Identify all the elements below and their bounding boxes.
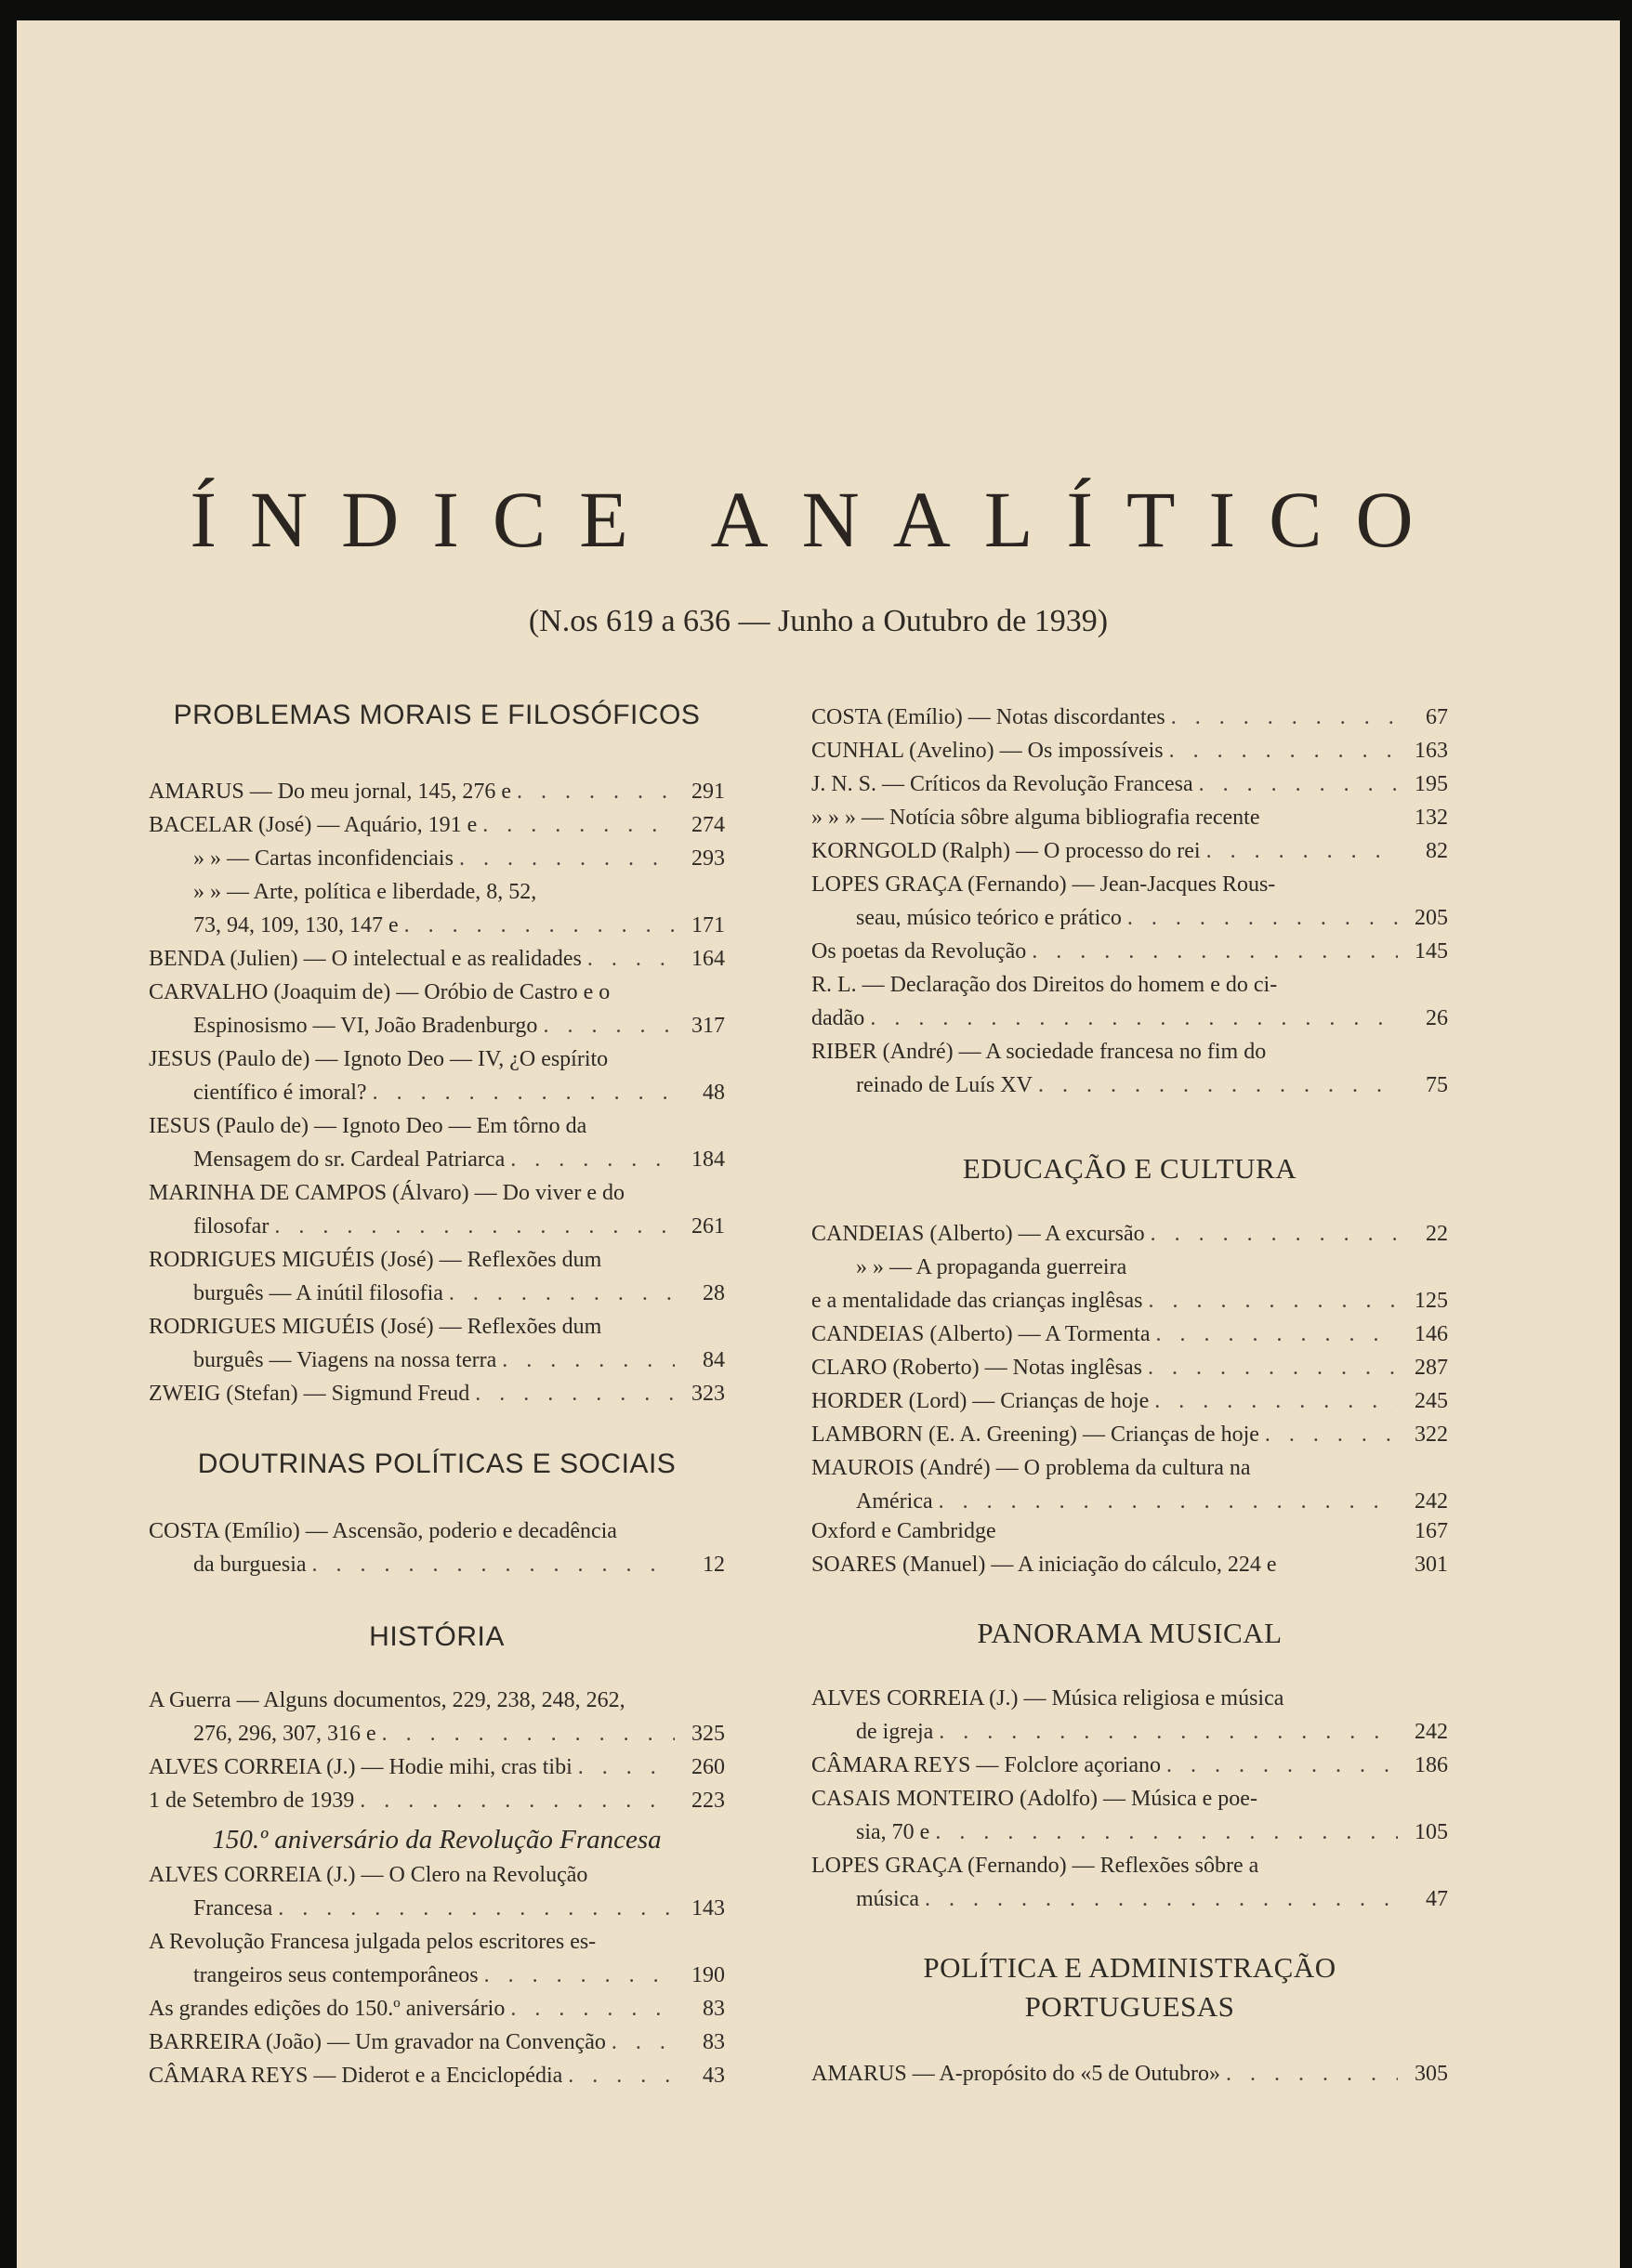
section-heading: POLÍTICA E ADMINISTRAÇÃO xyxy=(923,1951,1336,1984)
page-number: 28 xyxy=(703,1281,725,1305)
page-number: 322 xyxy=(1415,1422,1448,1447)
page-number: 242 xyxy=(1415,1720,1448,1744)
page-number: 287 xyxy=(1415,1356,1448,1380)
page-number: 325 xyxy=(691,1722,725,1746)
index-entry: SOARES (Manuel) — A iniciação do cálculo, 224 e 301 xyxy=(811,1548,1448,1581)
page-number: 84 xyxy=(703,1348,725,1372)
index-entry: AMARUS — Do meu jornal, 145, 276 e . . . 291 xyxy=(149,775,725,808)
index-entry: CANDEIAS (Alberto) — A Tormenta . . . 146 xyxy=(811,1318,1448,1351)
section-heading: HISTÓRIA xyxy=(369,1621,505,1652)
page-number: 164 xyxy=(691,947,725,971)
index-entry: BENDA (Julien) — O intelectual e as realidades . . . 164 xyxy=(149,942,725,976)
section-heading: PROBLEMAS MORAIS E FILOSÓFICOS xyxy=(173,700,701,730)
index-entry: CANDEIAS (Alberto) — A excursão . . . 22 xyxy=(811,1217,1448,1251)
index-entry: As grandes edições do 150.º aniversário . . . 83 xyxy=(149,1992,725,2025)
index-entry: LAMBORN (E. A. Greening) — Crianças de hoje . . . 322 xyxy=(811,1418,1448,1451)
page-number: 22 xyxy=(1426,1222,1448,1246)
index-entry: LOPES GRAÇA (Fernando) — Reflexões sôbre a música . . . 47 xyxy=(811,1849,1448,1916)
page-number: 291 xyxy=(691,780,725,804)
index-entry: COSTA (Emílio) — Notas discordantes . . . 67 xyxy=(811,701,1448,734)
index-entry: BARREIRA (João) — Um gravador na Convenção . . . 83 xyxy=(149,2025,725,2059)
index-entry: A Revolução Francesa julgada pelos escritores es- trangeiros seus contemporâneos . . . 190 xyxy=(149,1925,725,1992)
index-entry: IESUS (Paulo de) — Ignoto Deo — Em tôrno da Mensagem do sr. Cardeal Patriarca . . . 184 xyxy=(149,1109,725,1176)
page-number: 105 xyxy=(1415,1820,1448,1844)
index-entry: ALVES CORREIA (J.) — Hodie mihi, cras tibi . . . 260 xyxy=(149,1750,725,1784)
index-entry: MAUROIS (André) — O problema da cultura na América . . . 242 xyxy=(811,1451,1448,1518)
index-entry: R. L. — Declaração dos Direitos do homem e do ci- dadão . . . 26 xyxy=(811,968,1448,1035)
page-number: 125 xyxy=(1415,1289,1448,1313)
page-number: 195 xyxy=(1415,772,1448,796)
page-number: 167 xyxy=(1415,1519,1448,1543)
page-number: 305 xyxy=(1415,2062,1448,2086)
index-entry: CÂMARA REYS — Folclore açoriano . . . 186 xyxy=(811,1749,1448,1782)
index-entry: Os poetas da Revolução . . . 145 xyxy=(811,935,1448,968)
index-entry: RODRIGUES MIGUÉIS (José) — Reflexões dum burguês — Viagens na nossa terra . . . 84 xyxy=(149,1310,725,1377)
index-entry: KORNGOLD (Ralph) — O processo do rei . . . 82 xyxy=(811,834,1448,868)
page-number: 43 xyxy=(703,2064,725,2088)
page-title: ÍNDICE ANALÍTICO xyxy=(190,475,1447,564)
section-heading: PANORAMA MUSICAL xyxy=(977,1617,1283,1649)
page-number: 190 xyxy=(691,1963,725,1987)
page-number: 132 xyxy=(1415,806,1448,830)
index-entry: RODRIGUES MIGUÉIS (José) — Reflexões dum burguês — A inútil filosofia . . . 28 xyxy=(149,1243,725,1310)
page-number: 83 xyxy=(703,1997,725,2021)
subsection-heading: 150.º aniversário da Revolução Francesa xyxy=(212,1825,662,1855)
page-number: 48 xyxy=(703,1081,725,1105)
index-entry: CLARO (Roberto) — Notas inglêsas . . . 287 xyxy=(811,1351,1448,1384)
index-entry: Oxford e Cambridge 167 xyxy=(811,1514,1448,1548)
section-heading: EDUCAÇÃO E CULTURA xyxy=(962,1152,1297,1185)
page-number: 83 xyxy=(703,2030,725,2054)
section-heading: DOUTRINAS POLÍTICAS E SOCIAIS xyxy=(197,1449,677,1479)
index-entry: » » — Arte, política e liberdade, 8, 52, 73, 94, 109, 130, 147 e . . . 171 xyxy=(149,875,725,942)
index-entry: J. N. S. — Críticos da Revolução Francesa . . . 195 xyxy=(811,767,1448,801)
index-entry: ALVES CORREIA (J.) — O Clero na Revolução Francesa . . . 143 xyxy=(149,1858,725,1925)
index-entry: BACELAR (José) — Aquário, 191 e . . . 274 xyxy=(149,808,725,842)
page-number: 223 xyxy=(691,1789,725,1813)
index-entry: RIBER (André) — A sociedade francesa no fim do reinado de Luís XV . . . 75 xyxy=(811,1035,1448,1102)
page-number: 242 xyxy=(1415,1489,1448,1514)
index-entry: A Guerra — Alguns documentos, 229, 238, 248, 262, 276, 296, 307, 316 e . . . 325 xyxy=(149,1684,725,1750)
section-heading: PORTUGUESAS xyxy=(1024,1990,1235,2023)
page-subtitle: (N.os 619 a 636 — Junho a Outubro de 1939) xyxy=(528,604,1109,638)
page-number: 274 xyxy=(691,813,725,837)
index-entry: HORDER (Lord) — Crianças de hoje . . . 245 xyxy=(811,1384,1448,1418)
index-entry: AMARUS — A-propósito do «5 de Outubro» . . . 305 xyxy=(811,2057,1448,2091)
index-entry: » » — A propaganda guerreira e a mentalidade das crianças inglêsas . . . 125 xyxy=(811,1251,1448,1318)
index-entry: CÂMARA REYS — Diderot e a Enciclopédia . . . 43 xyxy=(149,2059,725,2092)
page-number: 143 xyxy=(691,1896,725,1921)
page-number: 301 xyxy=(1415,1553,1448,1577)
index-entry: LOPES GRAÇA (Fernando) — Jean-Jacques Rous- seau, músico teórico e prático . . . 205 xyxy=(811,868,1448,935)
page-number: 293 xyxy=(691,846,725,871)
index-entry: 1 de Setembro de 1939 . . . 223 xyxy=(149,1784,725,1817)
page-number: 205 xyxy=(1415,906,1448,930)
index-entry: COSTA (Emílio) — Ascensão, poderio e decadência da burguesia . . . 12 xyxy=(149,1514,725,1581)
index-page xyxy=(17,20,1620,2268)
page-number: 26 xyxy=(1426,1006,1448,1030)
page-number: 260 xyxy=(691,1755,725,1779)
page-number: 323 xyxy=(691,1382,725,1406)
page-number: 67 xyxy=(1426,705,1448,729)
page-number: 184 xyxy=(691,1147,725,1172)
index-entry: CASAIS MONTEIRO (Adolfo) — Música e poe- sia, 70 e . . . 105 xyxy=(811,1782,1448,1849)
page-number: 75 xyxy=(1426,1073,1448,1097)
page-number: 186 xyxy=(1415,1753,1448,1777)
index-entry: ZWEIG (Stefan) — Sigmund Freud . . . 323 xyxy=(149,1377,725,1410)
index-entry: » » » — Notícia sôbre alguma bibliografia recente 132 xyxy=(811,801,1448,834)
page-number: 82 xyxy=(1426,839,1448,863)
index-entry: MARINHA DE CAMPOS (Álvaro) — Do viver e do filosofar . . . 261 xyxy=(149,1176,725,1243)
index-entry: ALVES CORREIA (J.) — Música religiosa e música de igreja . . . 242 xyxy=(811,1682,1448,1749)
page-number: 245 xyxy=(1415,1389,1448,1413)
page-number: 12 xyxy=(703,1553,725,1577)
page-number: 261 xyxy=(691,1214,725,1239)
page-number: 163 xyxy=(1415,739,1448,763)
page-number: 317 xyxy=(691,1014,725,1038)
index-entry: CARVALHO (Joaquim de) — Oróbio de Castro e o Espinosismo — VI, João Bradenburgo . . . 317 xyxy=(149,976,725,1042)
page-number: 171 xyxy=(691,913,725,937)
index-entry: » » — Cartas inconfidenciais . . . 293 xyxy=(149,842,725,875)
page-number: 146 xyxy=(1415,1322,1448,1346)
index-entry: CUNHAL (Avelino) — Os impossíveis . . . 163 xyxy=(811,734,1448,767)
page-number: 145 xyxy=(1415,939,1448,964)
page-number: 47 xyxy=(1426,1887,1448,1911)
index-entry: JESUS (Paulo de) — Ignoto Deo — IV, ¿O espírito científico é imoral? . . . 48 xyxy=(149,1042,725,1109)
